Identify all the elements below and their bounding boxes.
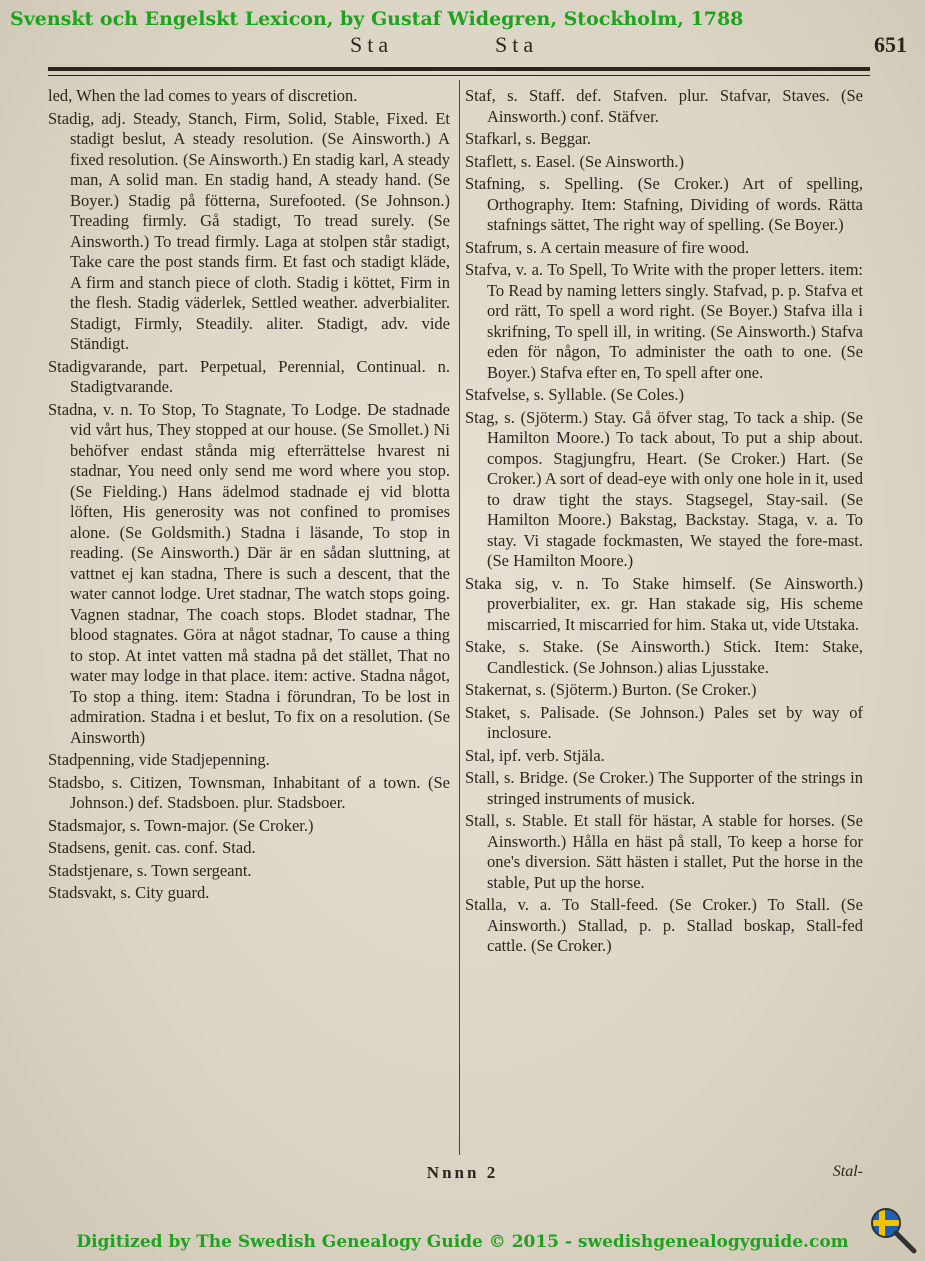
dictionary-entry: Stake, s. Stake. (Se Ainsworth.) Stick. Item: Stake, Candlestick. (Se Johnson.) alias Ljusstake. xyxy=(465,637,863,677)
dictionary-entry: Stadig, adj. Steady, Stanch, Firm, Solid, Stable, Fixed. Et stadigt beslut, A steady resolution. (Se Ainsworth.) A fixed resolution. (Se Ainsworth.) En stadig karl, A steady man, A solid man. En stadig hand, A steady hand. (Se Boyer.) Stadig på fötterna, Surefooted. (Se Johnson.) Treading firmly. Gå stadigt, To tread surely. (Se Ainsworth.) To tread firmly. Laga at stolpen står stadigt, Take care the post stands firm. Et fast och stadigt kläde, A firm and stanch piece of cloth. Stadig i köttet, Firm in the flesh. Stadig väderlek, Settled weather. adverbialiter. Stadigt, Firmly, Steadily. aliter. Stadigt, adv. vide Ständigt. xyxy=(48,108,450,353)
dictionary-entry: Staka sig, v. n. To Stake himself. (Se Ainsworth.) proverbialiter, ex. gr. Han stakade sig, His scheme miscarried, It miscarried for him. Staka ut, vide Utstaka. xyxy=(465,573,863,634)
dictionary-entry: Staflett, s. Easel. (Se Ainsworth.) xyxy=(465,151,685,171)
dictionary-entry: Stafva, v. a. To Spell, To Write with the proper letters. item: To Read by naming letters singly. Stafvad, p. p. Stafva et ord rätt, To spell a word right. (Se Boyer.) Stafva illa i skrifning, To spell ill, in writing. (Se Ainsworth.) Stafva eden för någon, To administer the oath to one. (Se Boyer.) Stafva efter en, To spell after one. xyxy=(465,260,863,382)
dictionary-entry: Staket, s. Palisade. (Se Johnson.) Pales set by way of inclosure. xyxy=(465,702,863,742)
dictionary-entry: Stadigvarande, part. Perpetual, Perennial, Continual. n. Stadigtvarande. xyxy=(48,356,450,396)
dictionary-entry: Stadsmajor, s. Town-major. (Se Croker.) xyxy=(48,815,314,835)
dictionary-entry: Stadpenning, vide Stadjepenning. xyxy=(48,750,270,769)
dictionary-entry: Stadsbo, s. Citizen, Townsman, Inhabitant of a town. (Se Johnson.) def. Stadsboen. plur. Stadsboer. xyxy=(48,772,450,812)
dictionary-entry: Stall, s. Stable. Et stall för hästar, A stable for horses. (Se Ainsworth.) Hålla en häst på stall, To keep a horse for one's diversion. Sätt hästen i stallet, Put the horse in the stable, Put up the horse. xyxy=(465,811,863,892)
column-divider xyxy=(459,80,460,1155)
running-head-right: Sta xyxy=(495,32,539,57)
page-number: 651 xyxy=(874,32,907,57)
running-head-left: Sta xyxy=(350,32,394,57)
dictionary-entry: Stafning, s. Spelling. (Se Croker.) Art of spelling, Orthography. Item: Stafning, Dividing of words. Rätta stafnings sättet, The right way of spelling. (Se Boyer.) xyxy=(465,174,863,234)
catchword: Stal- xyxy=(832,1163,863,1180)
signature-mark: Nnnn 2 xyxy=(426,1163,499,1182)
dictionary-entry: Stafkarl, s. Beggar. xyxy=(465,129,592,148)
dictionary-entry: Staf, s. Staff. def. Stafven. plur. Stafvar, Staves. (Se Ainsworth.) conf. Stäfver. xyxy=(465,86,863,126)
dictionary-entry: led, When the lad comes to years of discretion. xyxy=(48,86,358,105)
dictionary-entry: Stall, s. Bridge. (Se Croker.) The Supporter of the strings in stringed instruments of musick. xyxy=(465,768,863,808)
dictionary-entry: Stal, ipf. verb. Stjäla. xyxy=(465,745,605,765)
dictionary-entry: Stadsens, genit. cas. conf. Stad. xyxy=(48,838,256,857)
dictionary-entry: Stag, s. (Sjöterm.) Stay. Gå öfver stag, To tack a ship. (Se Hamilton Moore.) To tack about, To put a ship about. compos. Stagjungfru, Heart. (Se Croker.) Hart. (Se Croker.) A sort of dead-eye with only one hole in it, used to draw tight the stays. Stagsegel, Stay-sail. (Se Hamilton Moore.) Bakstag, Backstay. Staga, v. a. To stay. Vi stagade fockmasten, We stayed the fore-mast. (Se Hamilton Moore.) xyxy=(465,407,863,570)
left-column xyxy=(48,86,450,906)
dictionary-entry: Stafrum, s. A certain measure of fire wood. xyxy=(465,237,750,257)
dictionary-entry: Stakernat, s. (Sjöterm.) Burton. (Se Croker.) xyxy=(465,680,757,699)
digitized-credit: Digitized by The Swedish Genealogy Guide © 2015 - swedishgenealogyguide.com xyxy=(76,1232,849,1252)
dictionary-entry: Stadsvakt, s. City guard. xyxy=(48,883,210,902)
book-title-banner: Svenskt och Engelskt Lexicon, by Gustaf Widegren, Stockholm, 1788 xyxy=(10,8,744,30)
dictionary-entry: Stadstjenare, s. Town sergeant. xyxy=(48,860,252,880)
right-column xyxy=(465,86,863,959)
header-rule-thick xyxy=(48,67,870,71)
dictionary-entry: Stalla, v. a. To Stall-feed. (Se Croker.) To Stall. (Se Ainsworth.) Stallad, p. p. Stallad boskap, Stall-fed cattle. (Se Croker.) xyxy=(465,895,863,955)
header-rule-thin xyxy=(48,75,870,76)
dictionary-entry: Stadna, v. n. To Stop, To Stagnate, To Lodge. De stadnade vid vårt hus, They stopped at our house. (Se Smollet.) Ni behöfver endast stånda mig efterrättelse hvarest ni stadnar, You need only send me word where you stop. (Se Fielding.) Hans ädelmod stadnade ej vid blotta löften, His generosity was not confined to promises alone. (Se Goldsmith.) Stadna i läsande, To stop in reading. (Se Ainsworth.) Där är en sådan sluttning, at vattnet ej kan stadna, There is such a descent, that the water cannot lodge. Uret stadnar, The watch stops going. Vagnen stadnar, The coach stops. Blodet stadnar, The blood stagnates. Göra at något stadnar, To cause a thing to stop. At intet vatten må stadna på det stället, That no water may lodge in that place. item: active. Stadna något, To stop a thing. item: Stadna i förundran, To be lost in admiration. Stadna i et beslut, To fix on a resolution. (Se Ainsworth) xyxy=(48,399,450,747)
dictionary-entry: Stafvelse, s. Syllable. (Se Coles.) xyxy=(465,385,685,404)
